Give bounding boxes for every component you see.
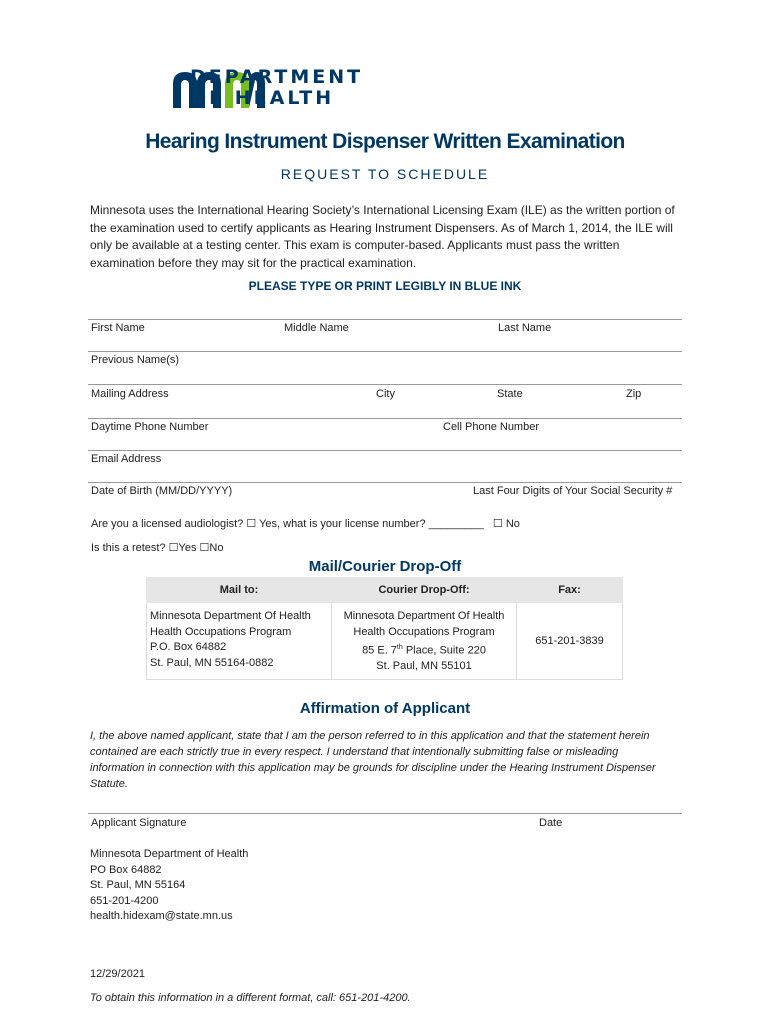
courier-street: 85 E. 7 (362, 644, 397, 657)
divider (88, 418, 682, 419)
mail-line: P.O. Box 64882 (150, 641, 227, 653)
mail-line: Health Occupations Program (150, 625, 292, 638)
divider (88, 450, 682, 451)
cell-phone-field[interactable]: Cell Phone Number (443, 421, 539, 433)
dropoff-table (146, 577, 623, 680)
contact-block (90, 847, 248, 925)
retest-yes-label: Yes (178, 542, 197, 554)
retest-no-label: No (209, 542, 224, 554)
email-field[interactable]: Email Address (91, 453, 162, 465)
footer-note: To obtain this information in a different format, call: 651-201-4200. (90, 992, 411, 1004)
mailing-address-field[interactable]: Mailing Address (91, 388, 169, 400)
courier-column-header: Courier Drop-Off: (332, 578, 517, 603)
divider (88, 813, 682, 814)
divider (88, 319, 682, 320)
state-field[interactable]: State (497, 388, 523, 400)
audiologist-question-label: Are you a licensed audiologist? (91, 518, 244, 530)
logo-wordmark (190, 67, 363, 109)
ink-instruction: PLEASE TYPE OR PRINT LEGIBLY IN BLUE INK (248, 279, 522, 293)
mail-address (147, 603, 332, 680)
first-name-field[interactable]: First Name (91, 322, 145, 334)
date-field[interactable]: Date (539, 817, 563, 829)
divider (88, 384, 682, 385)
affirmation-text: I, the above named applicant, state that I am the person referred to in this application and that the statement herein contained are each strictly true in every respect. I understand that intentionally submitting false or misleading information in connection with this application may be grounds for discipline under the Hearing Instrument Dispenser Statute. (90, 730, 656, 790)
contact-line: Minnesota Department of Health (90, 848, 249, 860)
audiologist-question (91, 517, 520, 530)
previous-names-field[interactable]: Previous Name(s) (91, 354, 180, 366)
intro-paragraph: Minnesota uses the International Hearing Society’s International Licensing Exam (ILE) as the written portion of the examination used to certify applicants as Hearing Instrument Dispensers. As of March 1, 2014, the ILE will only be available at a testing center. This exam is computer-based. Applicants must pass the written examination before they may sit for the practical examination. (90, 203, 675, 270)
ssn-field[interactable]: Last Four Digits of Your Social Security # (473, 485, 673, 497)
retest-yes-checkbox[interactable]: ☐ (168, 542, 179, 554)
city-field[interactable]: City (376, 388, 395, 400)
retest-question-label: Is this a retest? (91, 542, 166, 554)
mail-column-header: Mail to: (147, 578, 332, 603)
logo-line1: DEPARTMENT (190, 66, 364, 88)
courier-line: Minnesota Department Of Health (343, 610, 505, 622)
divider (88, 482, 682, 483)
dob-field[interactable]: Date of Birth (MM/DD/YYYY) (91, 485, 233, 497)
contact-line: 651-201-4200 (90, 894, 159, 907)
audiologist-no-checkbox[interactable]: ☐ (492, 518, 503, 530)
audiologist-yes-label: Yes, what is your license number? _________ (259, 518, 484, 530)
courier-street-suffix: th (396, 644, 403, 651)
fax-number: 651-201-3839 (517, 603, 623, 680)
courier-line: St. Paul, MN 55101 (376, 660, 472, 673)
page-title: Hearing Instrument Dispenser Written Examination (145, 130, 625, 153)
courier-line (335, 640, 513, 659)
mail-line: St. Paul, MN 55164-0882 (150, 656, 274, 669)
middle-name-field[interactable]: Middle Name (284, 322, 349, 334)
last-name-field[interactable]: Last Name (498, 322, 552, 334)
affirmation-heading: Affirmation of Applicant (299, 700, 471, 717)
courier-suite: Place, Suite 220 (402, 644, 486, 657)
mail-line: Minnesota Department Of Health (150, 610, 311, 622)
audiologist-no-label: No (505, 518, 520, 530)
retest-question (91, 541, 223, 554)
daytime-phone-field[interactable]: Daytime Phone Number (91, 421, 209, 433)
retest-no-checkbox[interactable]: ☐ (199, 542, 210, 554)
courier-address (332, 603, 517, 680)
dropoff-heading: Mail/Courier Drop-Off (308, 558, 462, 575)
logo-line2: OF HEALTH (190, 87, 335, 109)
signature-field[interactable]: Applicant Signature (91, 817, 187, 829)
contact-line: St. Paul, MN 55164 (90, 879, 186, 891)
page-subtitle: REQUEST TO SCHEDULE (280, 166, 490, 182)
contact-email: health.hidexam@state.mn.us (90, 910, 233, 922)
contact-line: PO Box 64882 (90, 863, 162, 876)
fax-column-header: Fax: (517, 578, 623, 603)
divider (88, 351, 682, 352)
audiologist-yes-checkbox[interactable]: ☐ (246, 518, 257, 530)
zip-field[interactable]: Zip (626, 388, 642, 400)
courier-line: Health Occupations Program (353, 625, 495, 638)
document-date: 12/29/2021 (90, 968, 146, 980)
